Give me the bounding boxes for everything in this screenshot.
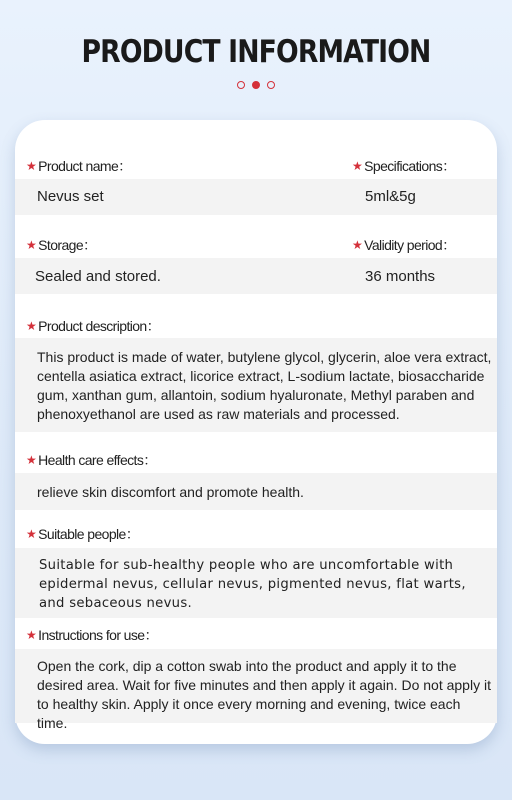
star-icon: ★ bbox=[26, 527, 37, 541]
product-description-value: This product is made of water, butylene glycol, glycerin, aloe vera extract, centella asiatica extract, licorice extract, L-sodium lactate, biosaccharide gum, xanthan gum, allantoin, sodium hyaluronate, Methyl paraben and phenoxyethanol are used as raw materials and processed. bbox=[37, 349, 492, 422]
product-name-value: Nevus set bbox=[37, 188, 104, 205]
info-card bbox=[15, 120, 497, 744]
storage-value: Sealed and stored. bbox=[35, 268, 161, 285]
suitable-people-value: Suitable for sub-healthy people who are uncomfortable with epidermal nevus, cellular nevus, pigmented nevus, flat warts, and sebaceous nevus. bbox=[39, 558, 466, 611]
star-icon: ★ bbox=[26, 238, 37, 252]
dot-icon bbox=[267, 81, 275, 89]
dot-filled-icon bbox=[252, 81, 260, 89]
product-name-label: ★ Product name： bbox=[26, 158, 132, 174]
star-icon: ★ bbox=[352, 238, 363, 252]
instructions-for-use-value: Open the cork, dip a cotton swab into the product and apply it to the desired area. Wait for five minutes and then apply it again. Do not apply it to healthy skin. Apply it once every morning and evening, twice each time. bbox=[37, 658, 491, 731]
suitable-people-label: ★ Suitable people： bbox=[26, 526, 140, 542]
star-icon: ★ bbox=[26, 453, 37, 467]
storage-label: ★ Storage： bbox=[26, 237, 97, 253]
specifications-label: ★ Specifications： bbox=[352, 158, 456, 174]
page-title: PRODUCT INFORMATION bbox=[81, 34, 431, 70]
star-icon: ★ bbox=[26, 628, 37, 642]
validity-period-value: 36 months bbox=[365, 268, 436, 285]
health-care-effects-label: ★ Health care effects： bbox=[26, 452, 157, 468]
instructions-for-use-label: ★ Instructions for use： bbox=[26, 627, 158, 643]
dot-icon bbox=[237, 81, 245, 89]
star-icon: ★ bbox=[26, 319, 37, 333]
specifications-value: 5ml&5g bbox=[365, 188, 416, 205]
validity-period-label: ★ Validity period： bbox=[352, 237, 456, 253]
product-description-label: ★ Product description： bbox=[26, 318, 161, 334]
title-dots-decoration bbox=[0, 81, 512, 89]
star-icon: ★ bbox=[26, 159, 37, 173]
star-icon: ★ bbox=[352, 159, 363, 173]
health-care-effects-value: relieve skin discomfort and promote health. bbox=[37, 484, 304, 500]
